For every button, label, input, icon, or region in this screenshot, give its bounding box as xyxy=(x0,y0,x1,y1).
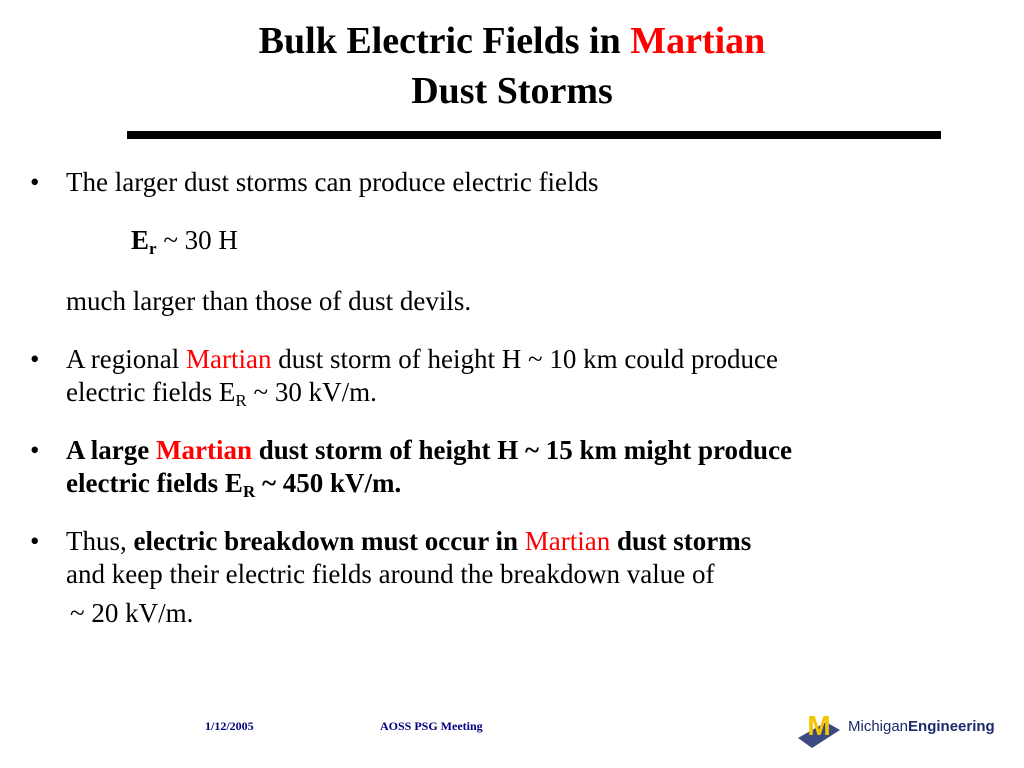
bullet-1-formula: $E_r$ ~ 30 H xyxy=(131,225,238,258)
bullet-marker: • xyxy=(30,526,40,556)
bullet-marker: • xyxy=(30,344,40,374)
slide-title xyxy=(0,16,1024,116)
footer-meeting: AOSS PSG Meeting xyxy=(380,719,483,733)
michigan-engineering-brand: MichiganEngineering xyxy=(848,718,995,735)
bullet-3-line-2: electric fields $E_R$ ~ 450 kV/m. xyxy=(66,468,402,501)
bullet-3-line-1: A large Martian dust storm of height H ~ 15 km might produce xyxy=(66,435,793,465)
bullet-4-line-1: Thus, electric breakdown must occur in Martian dust storms xyxy=(66,526,752,556)
michigan-m-logo-icon xyxy=(796,708,842,750)
bullet-1-continuation: much larger than those of dust devils. xyxy=(66,286,472,316)
title-line-2: Dust Storms xyxy=(411,70,613,112)
bullet-2-line-2: electric fields $E_R$ ~ 30 kV/m. xyxy=(66,377,377,410)
title-text: Bulk Electric Fields in xyxy=(258,20,631,62)
bullet-1-text: The larger dust storms can produce electric fields xyxy=(66,167,599,197)
bullet-4-line-3: ~ 20 kV/m. xyxy=(70,598,194,628)
footer-date: 1/12/2005 xyxy=(205,719,254,733)
bullet-4-line-2: and keep their electric fields around the breakdown value of xyxy=(66,559,715,589)
title-line-1 xyxy=(0,16,1024,66)
title-accent: Martian xyxy=(630,20,766,62)
bullet-marker: • xyxy=(30,167,40,197)
svg-text:M: M xyxy=(807,710,831,741)
title-divider xyxy=(127,131,941,139)
bullet-2-line-1: A regional Martian dust storm of height H ~ 10 km could produce xyxy=(66,344,779,374)
bullet-marker: • xyxy=(30,435,40,465)
